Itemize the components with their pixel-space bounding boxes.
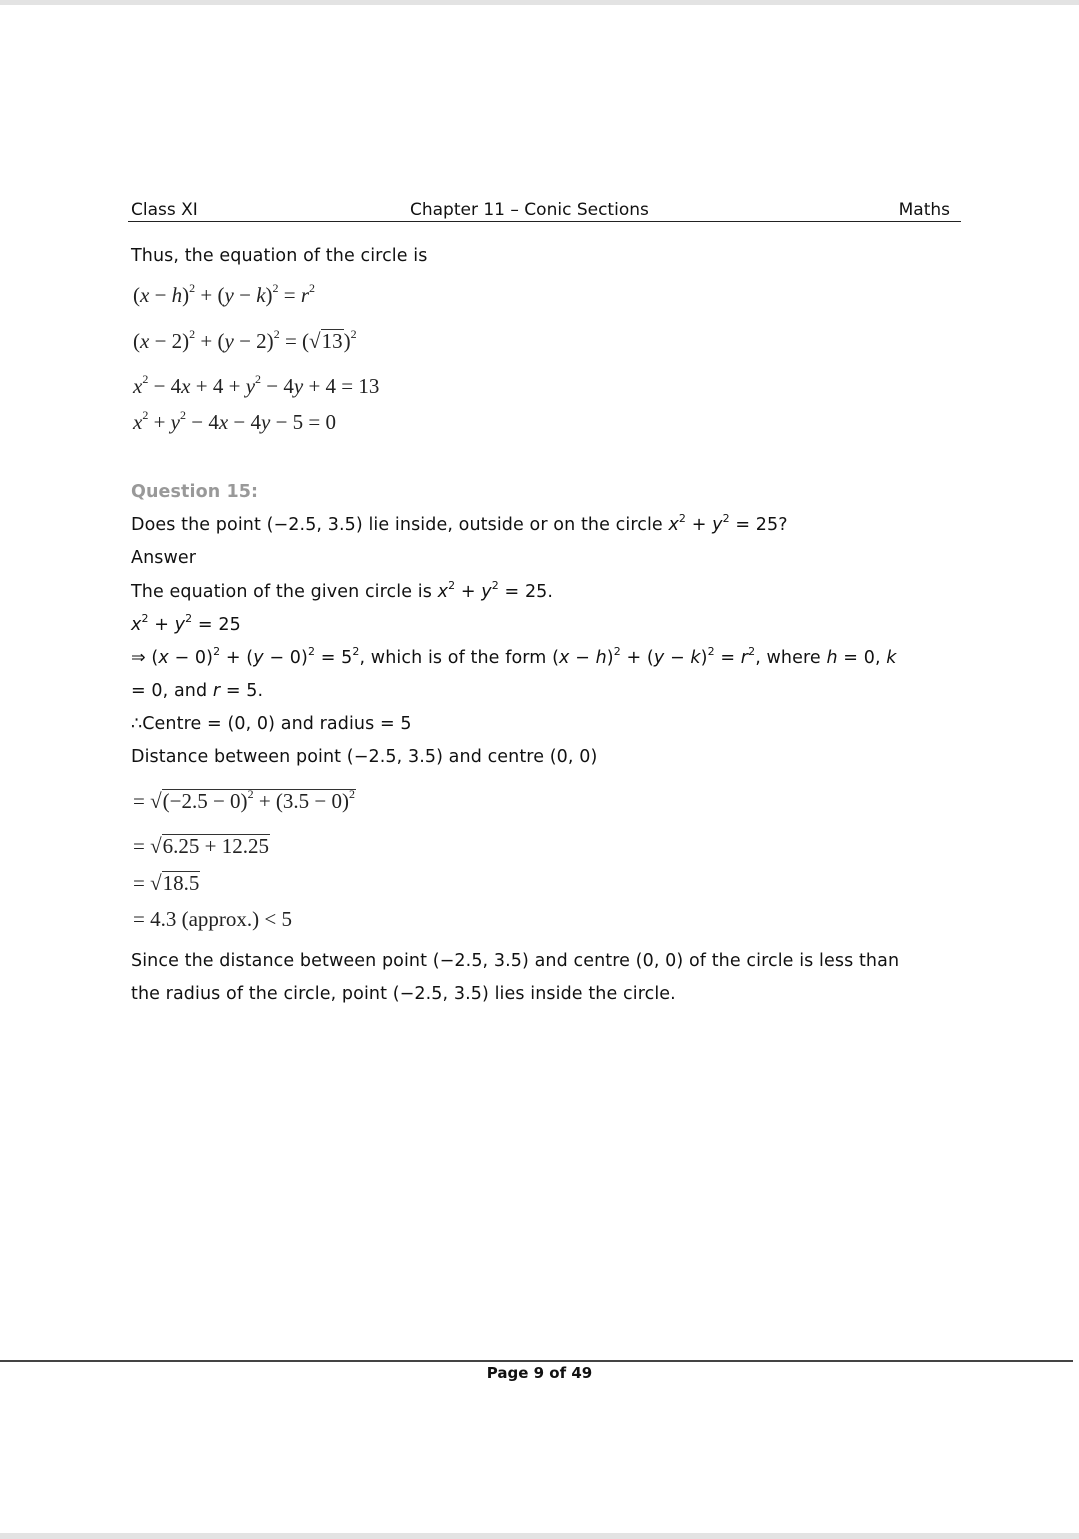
conclusion-line-1: Since the distance between point (−2.5, 3.5) and centre (0, 0) of the circle is less than [131,951,900,971]
equation-general-form: $(x - h)^2 + (y - k)^2 = r^2$ [133,281,316,307]
viewer-bottom-bar [0,1533,1079,1539]
distance-line: Distance between point (−2.5, 3.5) and centre (0, 0) [131,747,598,767]
equation-final: $x^2 + y^2 - 4x - 4y - 5 = 0$ [133,408,337,434]
question-text: Does the point (−2.5, 3.5) lie inside, outside or on the circle $x^2 + y^2 = 25$? [131,512,788,535]
page-header [128,199,961,222]
calc-step-3: = √18.5 [133,871,200,895]
equation-line: $x^2 + y^2 = 25$ [131,612,241,635]
viewer-top-bar [0,0,1079,5]
intro-text: Thus, the equation of the circle is [131,246,428,266]
given-equation-text: The equation of the given circle is $x^2 + y^2 = 25$. [131,579,554,602]
equation-substituted: $(x - 2)^2 + (y - 2)^2 = (√13)^2$ [133,327,357,353]
footer-divider [0,1360,1073,1362]
header-subject: Maths [898,200,950,220]
page-number: Page 9 of 49 [486,1364,593,1382]
question-title: Question 15: [131,482,259,502]
answer-label: Answer [131,548,197,568]
conclusion-line-2: the radius of the circle, point (−2.5, 3.5) lies inside the circle. [131,984,676,1004]
header-chapter: Chapter 11 – Conic Sections [410,200,649,220]
equation-expanded: $x^2 - 4x + 4 + y^2 - 4y + 4 = 13$ [133,372,380,398]
calc-step-2: = √6.25 + 12.25 [133,834,269,858]
standard-form-line-cont: = 0, and r = 5. [131,681,264,701]
standard-form-line: ⇒ $(x - 0)^2 + (y - 0)^2 = 5^2$, which is of the form $(x - h)^2 + (y - k)^2 = r^2$, where h = 0, k [131,645,897,668]
calc-step-1: = $√(-2.5 - 0)^2 + (3.5 - 0)^2$ [133,787,355,813]
centre-radius-line: ∴Centre = (0, 0) and radius = 5 [131,714,412,734]
header-class: Class XI [131,200,198,220]
calc-step-4: = 4.3 (approx.) < 5 [133,907,292,931]
